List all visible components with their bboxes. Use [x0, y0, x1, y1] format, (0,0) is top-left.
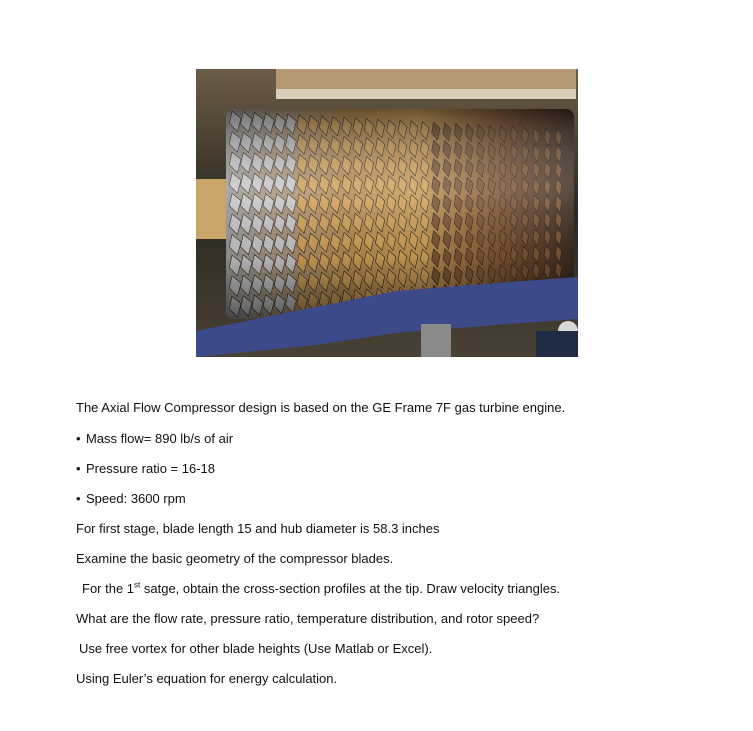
- free-vortex-line: Use free vortex for other blade heights (Use Matlab or Excel).: [79, 641, 433, 656]
- question-line: What are the flow rate, pressure ratio, temperature distribution, and rotor speed?: [76, 611, 540, 626]
- bullet-text: Mass flow= 890 lb/s of air: [86, 431, 234, 446]
- top-crate-edge: [276, 89, 576, 99]
- support-post: [421, 324, 451, 357]
- tip-profile-line: [82, 581, 560, 597]
- compressor-rotor-photo: [196, 69, 578, 357]
- bullet-icon: •: [76, 461, 81, 476]
- bullet-mass-flow: [76, 431, 233, 447]
- bullet-icon: •: [76, 491, 81, 506]
- worker: [536, 331, 578, 357]
- examine-line: Examine the basic geometry of the compressor blades.: [76, 551, 394, 566]
- tip-superscript: st: [134, 580, 141, 590]
- bullet-speed: [76, 491, 186, 507]
- bullet-text: Speed: 3600 rpm: [86, 491, 186, 506]
- bullet-text: Pressure ratio = 16-18: [86, 461, 215, 476]
- intro-line: The Axial Flow Compressor design is based on the GE Frame 7F gas turbine engine.: [76, 400, 566, 415]
- euler-line: Using Euler’s equation for energy calculation.: [76, 671, 338, 686]
- bullet-pressure-ratio: [76, 461, 215, 477]
- tip-suffix: satge, obtain the cross-section profiles at the tip. Draw velocity triangles.: [140, 581, 561, 596]
- tip-prefix: For the 1: [82, 581, 135, 596]
- bullet-icon: •: [76, 431, 81, 446]
- compressor-rotor-icon: [196, 69, 578, 357]
- shaft-end: [196, 179, 226, 239]
- first-stage-line: For first stage, blade length 15 and hub diameter is 58.3 inches: [76, 521, 440, 536]
